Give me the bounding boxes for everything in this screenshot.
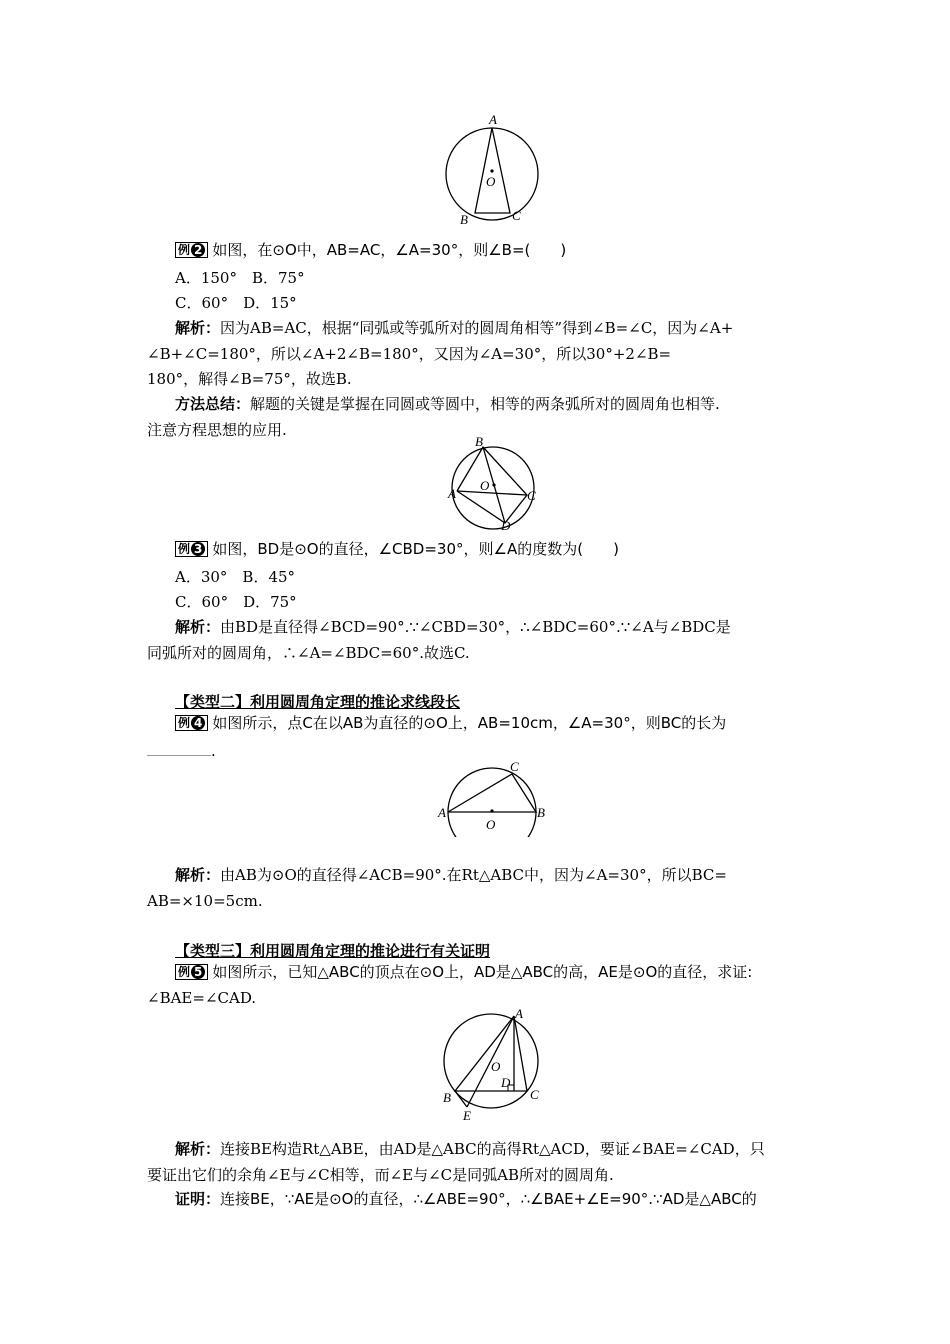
label-c: C <box>527 488 536 503</box>
label-o: O <box>486 174 496 189</box>
ex3-solution-2: 同弧所对的圆周角，∴∠A=∠BDC=60°.故选C. <box>147 644 470 662</box>
type3-heading: 【类型三】利用圆周角定理的推论进行有关证明 <box>175 942 491 960</box>
ex5-question-2: ∠BAE=∠CAD. <box>147 989 257 1007</box>
label-d: D <box>501 518 511 533</box>
ex2-solution-2: ∠B+∠C=180°，所以∠A+2∠B=180°，又因为∠A=30°，所以30°+2∠B= <box>147 345 672 363</box>
ex3-badge: 例 3 <box>175 541 208 557</box>
label-o: O <box>486 817 496 832</box>
label-a: A <box>448 486 456 501</box>
figure-circle-bd <box>443 433 548 533</box>
ex3-question: 例 3 如图，BD是⊙O的直径，∠CBD=30°，则∠A的度数为( ) <box>175 539 619 559</box>
ex4-solution-2: AB=×10=5cm. <box>147 892 263 910</box>
ex3-solution-1: 解析：由BD是直径得∠BCD=90°.∵∠CBD=30°，∴∠BDC=60°.∵∠A与∠BDC是 <box>175 618 731 636</box>
triangle <box>455 1016 527 1091</box>
ex3-options-ab: A．30° B．45° <box>175 568 296 586</box>
ex4-question: 例 4 如图所示，点C在以AB为直径的⊙O上，AB=10cm，∠A=30°，则BC的长为 <box>175 713 726 733</box>
label-b: B <box>460 212 468 227</box>
type2-heading: 【类型二】利用圆周角定理的推论求线段长 <box>175 693 461 711</box>
answer-blank <box>147 741 211 756</box>
label-d: D <box>501 1075 511 1090</box>
ex2-options-cd: C．60° D．15° <box>175 294 297 312</box>
quadrilateral <box>457 447 527 523</box>
figure-circle-ab-diameter <box>435 757 550 837</box>
ex3-options-cd: C．60° D．75° <box>175 593 297 611</box>
figure-circle-abc <box>440 110 550 230</box>
label-a: A <box>438 805 446 820</box>
ex5-solution-1: 解析：连接BE构造Rt△ABE，由AD是△ABC的高得Rt△ACD，要证∠BAE=∠CAD，只 <box>175 1140 765 1158</box>
label-c: C <box>510 759 519 774</box>
center-dot <box>492 483 495 486</box>
label-b: B <box>475 434 483 449</box>
chord-ac <box>457 491 527 495</box>
ex5-question: 例 5 如图所示，已知△ABC的顶点在⊙O上，AD是△ABC的高，AE是⊙O的直径，求证: <box>175 962 752 982</box>
label-c: C <box>512 208 521 223</box>
ex5-proof-1: 证明：连接BE，∵AE是⊙O的直径，∴∠ABE=90°，∴∠BAE+∠E=90°.∵AD是△ABC的 <box>175 1190 757 1208</box>
label-c: C <box>530 1087 539 1102</box>
ex2-options-ab: A．150° B．75° <box>175 269 305 287</box>
center-dot <box>490 809 493 812</box>
figure-circle-altitude <box>435 1006 550 1124</box>
ex2-solution-3: 180°，解得∠B=75°，故选B. <box>147 370 352 388</box>
ex4-blank-line: . <box>147 741 216 761</box>
ex4-badge: 例 4 <box>175 715 208 731</box>
ex2-summary-1: 方法总结：解题的关键是掌握在同圆或等圆中，相等的两条弧所对的圆周角也相等. <box>175 395 720 413</box>
label-b: B <box>537 805 545 820</box>
ex2-question: 例 2 如图，在⊙O中，AB=AC，∠A=30°，则∠B=( ) <box>175 240 566 260</box>
center-dot <box>490 169 493 172</box>
ex2-badge: 例 2 <box>175 242 208 258</box>
label-a: A <box>489 112 497 127</box>
label-a: A <box>515 1006 523 1021</box>
label-o: O <box>480 478 490 493</box>
ex5-badge: 例 5 <box>175 964 208 980</box>
label-o: O <box>491 1059 501 1074</box>
ex4-solution-1: 解析：由AB为⊙O的直径得∠ACB=90°.在Rt△ABC中，因为∠A=30°，所以BC= <box>175 866 727 884</box>
ex5-solution-2: 要证出它们的余角∠E与∠C相等，而∠E与∠C是同弧AB所对的圆周角. <box>147 1166 614 1184</box>
circle <box>452 447 534 529</box>
label-e: E <box>463 1108 471 1123</box>
ex2-solution-1: 解析：因为AB=AC，根据“同弧或等弧所对的圆周角相等”得到∠B=∠C，因为∠A+ <box>175 319 734 337</box>
label-b: B <box>443 1090 451 1105</box>
ex2-summary-2: 注意方程思想的应用. <box>147 421 287 439</box>
chord-be <box>455 1091 467 1107</box>
